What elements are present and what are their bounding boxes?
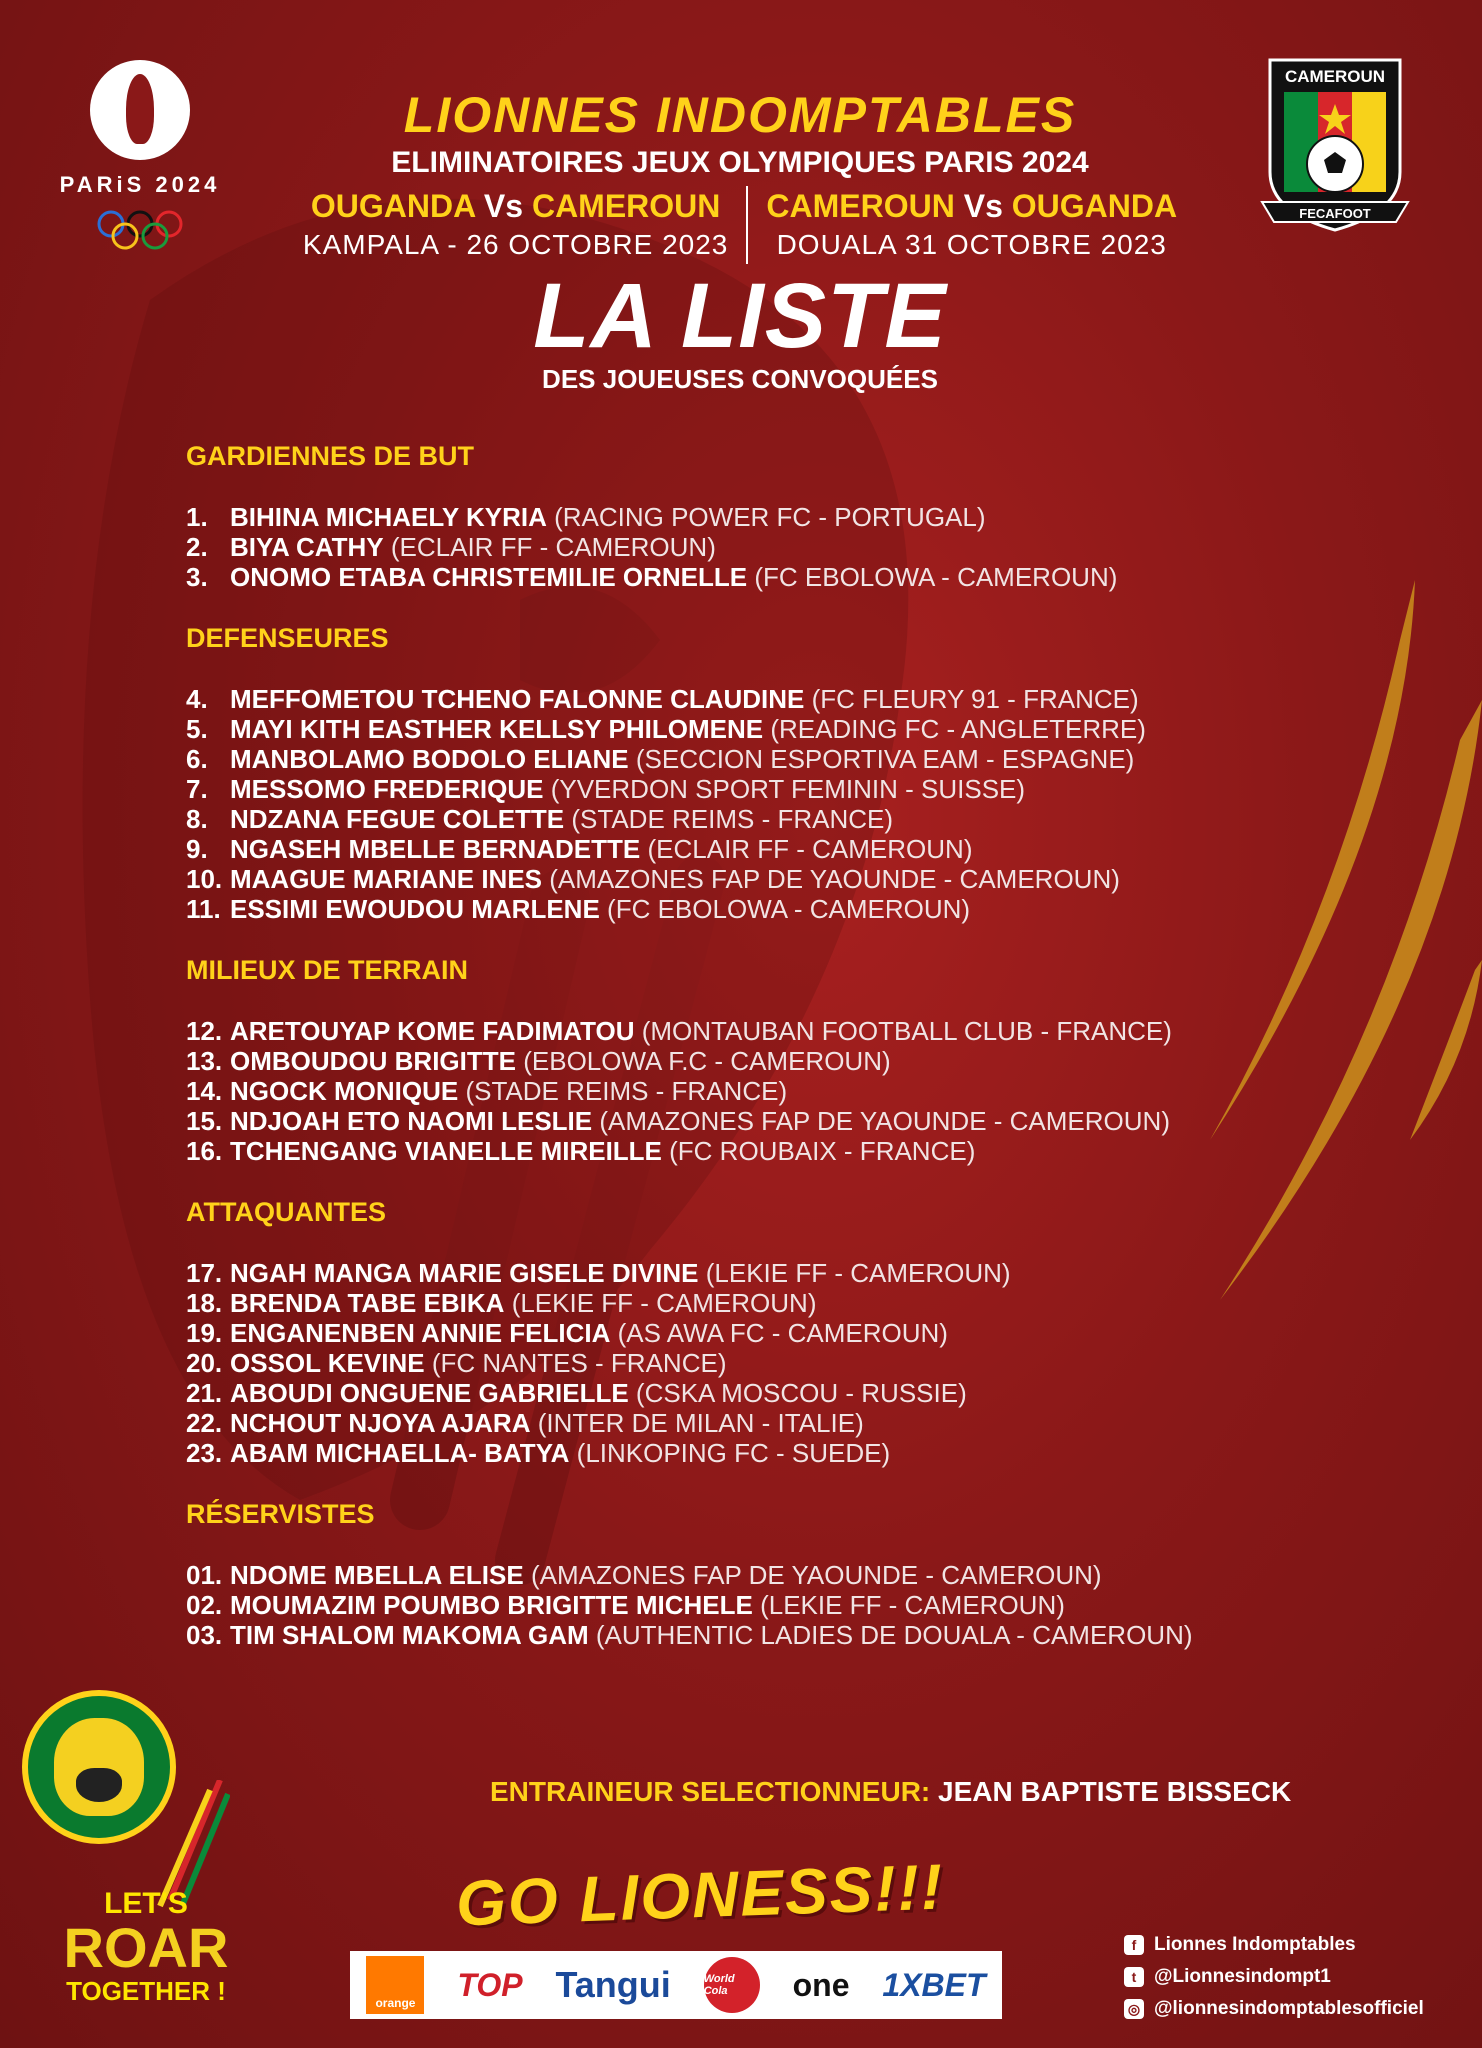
player-row [186, 1348, 1296, 1378]
social-link[interactable] [1124, 1994, 1424, 2024]
section-title: ATTAQUANTES [186, 1197, 386, 1227]
olympic-rings-icon [95, 208, 185, 252]
player-row [186, 1318, 1296, 1348]
section-title: MILIEUX DE TERRAIN [186, 955, 469, 985]
player-number: 1. [186, 502, 208, 532]
social-link[interactable] [1124, 1930, 1424, 1960]
player-number: 6. [186, 744, 208, 774]
player-list [186, 438, 1296, 1678]
player-name: BIYA CATHY [230, 532, 384, 562]
player-name: ABAM MICHAELLA- BATYA [230, 1438, 570, 1468]
coach-name: JEAN BAPTISTE BISSECK [930, 1776, 1292, 1807]
player-name: NGOCK MONIQUE [230, 1076, 459, 1106]
player-row [186, 1136, 1296, 1166]
player-name: MAAGUE MARIANE INES [230, 864, 543, 894]
section-1 [186, 620, 1296, 924]
player-name: NCHOUT NJOYA AJARA [230, 1408, 531, 1438]
social-handle: Lionnes Indomptables [1154, 1934, 1356, 1955]
1xbet-logo: 1XBET [882, 1966, 986, 2003]
player-name: OSSOL KEVINE [230, 1348, 425, 1378]
player-row [186, 804, 1296, 834]
go-lioness-slogan: GO LIONESS!!! [454, 1850, 946, 1940]
player-name: OMBOUDOU BRIGITTE [230, 1046, 516, 1076]
player-number: 7. [186, 774, 208, 804]
player-name: ARETOUYAP KOME FADIMATOU [230, 1016, 635, 1046]
player-name: ENGANENBEN ANNIE FELICIA [230, 1318, 611, 1348]
player-club: (FC EBOLOWA - CAMEROUN) [754, 562, 1118, 592]
player-number: 12. [186, 1016, 223, 1046]
player-number: 3. [186, 562, 208, 592]
instagram-icon: ◎ [1124, 1999, 1144, 2019]
player-row [186, 1620, 1296, 1650]
player-row [186, 1106, 1296, 1136]
section-title: DEFENSEURES [186, 623, 389, 653]
player-club: (ECLAIR FF - CAMEROUN) [647, 834, 973, 864]
player-club: (EBOLOWA F.C - CAMEROUN) [523, 1046, 891, 1076]
list-title: LA LISTE [533, 265, 947, 367]
player-number: 15. [186, 1106, 223, 1136]
player-club: (STADE REIMS - FRANCE) [571, 804, 894, 834]
player-club: (AMAZONES FAP DE YAOUNDE - CAMEROUN) [599, 1106, 1170, 1136]
paris-flame-icon [90, 60, 190, 160]
player-number: 4. [186, 684, 208, 714]
player-row [186, 1560, 1296, 1590]
lets-roar-together: LET'S ROAR TOGETHER ! [63, 1887, 229, 2006]
player-club: (LEKIE FF - CAMEROUN) [705, 1258, 1011, 1288]
player-club: (FC NANTES - FRANCE) [431, 1348, 727, 1378]
player-row [186, 684, 1296, 714]
svg-text:CAMEROUN: CAMEROUN [1284, 67, 1386, 86]
player-name: NDOME MBELLA ELISE [230, 1560, 524, 1590]
fixture-first-leg [285, 186, 746, 264]
coach-label: ENTRAINEUR SELECTIONNEUR: [490, 1776, 931, 1807]
paris-2024-logo [55, 60, 225, 250]
player-club: (LEKIE FF - CAMEROUN) [760, 1590, 1065, 1620]
player-row [186, 1378, 1296, 1408]
one-all-sports-logo: one [792, 1966, 850, 2003]
orange-logo: orange [366, 1956, 424, 2014]
section-4 [186, 1496, 1296, 1650]
player-number: 20. [186, 1348, 223, 1378]
sponsors-bar [350, 1951, 1002, 2019]
world-cola-logo: World Cola [704, 1957, 760, 2013]
social-handle: @lionnesindomptablesofficiel [1154, 1998, 1424, 2019]
player-number: 02. [186, 1590, 223, 1620]
social-links [1124, 1930, 1424, 2026]
section-0 [186, 438, 1296, 592]
player-club: (AS AWA FC - CAMEROUN) [617, 1318, 948, 1348]
list-subtitle: DES JOUEUSES CONVOQUÉES [542, 364, 938, 394]
player-row [186, 864, 1296, 894]
player-name: MESSOMO FREDERIQUE [230, 774, 544, 804]
paris-2024-label: PARiS 2024 [59, 172, 221, 197]
section-2 [186, 952, 1296, 1166]
player-club: (LINKOPING FC - SUEDE) [576, 1438, 891, 1468]
player-name: NGAH MANGA MARIE GISELE DIVINE [230, 1258, 699, 1288]
player-club: (FC EBOLOWA - CAMEROUN) [607, 894, 971, 924]
player-row [186, 894, 1296, 924]
header [240, 88, 1240, 394]
player-name: BIHINA MICHAELY KYRIA [230, 502, 547, 532]
player-row [186, 1408, 1296, 1438]
player-club: (STADE REIMS - FRANCE) [465, 1076, 788, 1106]
team-title: LIONNES INDOMPTABLES [403, 87, 1077, 143]
player-club: (RACING POWER FC - PORTUGAL) [554, 502, 986, 532]
facebook-icon: f [1124, 1935, 1144, 1955]
player-row [186, 1046, 1296, 1076]
player-club: (MONTAUBAN FOOTBALL CLUB - FRANCE) [641, 1016, 1172, 1046]
fecafoot-crest-icon [1256, 52, 1414, 242]
player-club: (AMAZONES FAP DE YAOUNDE - CAMEROUN) [530, 1560, 1102, 1590]
player-number: 11. [186, 894, 221, 924]
player-row [186, 1258, 1296, 1288]
fixture-second-leg [746, 186, 1195, 264]
player-row [186, 1076, 1296, 1106]
player-name: NDJOAH ETO NAOMI LESLIE [230, 1106, 593, 1136]
player-name: TIM SHALOM MAKOMA GAM [230, 1620, 589, 1650]
player-number: 9. [186, 834, 208, 864]
player-number: 23. [186, 1438, 223, 1468]
social-link[interactable] [1124, 1962, 1424, 1992]
player-club: (INTER DE MILAN - ITALIE) [537, 1408, 864, 1438]
coach-line [490, 1776, 1291, 1808]
player-club: (SECCION ESPORTIVA EAM - ESPAGNE) [635, 744, 1135, 774]
player-name: TCHENGANG VIANELLE MIREILLE [230, 1136, 662, 1166]
player-number: 8. [186, 804, 208, 834]
competition-title: ELIMINATOIRES JEUX OLYMPIQUES PARIS 2024 [391, 146, 1089, 179]
player-number: 03. [186, 1620, 223, 1650]
player-number: 18. [186, 1288, 223, 1318]
player-row [186, 744, 1296, 774]
section-title: GARDIENNES DE BUT [186, 441, 475, 471]
player-number: 01. [186, 1560, 223, 1590]
player-name: MEFFOMETOU TCHENO FALONNE CLAUDINE [230, 684, 805, 714]
player-row [186, 532, 1296, 562]
player-club: (AMAZONES FAP DE YAOUNDE - CAMEROUN) [549, 864, 1120, 894]
top-logo: TOP [457, 1966, 523, 2003]
player-row [186, 1590, 1296, 1620]
player-number: 21. [186, 1378, 223, 1408]
player-row [186, 502, 1296, 532]
player-name: MAYI KITH EASTHER KELLSY PHILOMENE [230, 714, 764, 744]
player-number: 14. [186, 1076, 223, 1106]
fixture-place-date: KAMPALA - 26 OCTOBRE 2023 [302, 229, 729, 260]
player-name: MANBOLAMO BODOLO ELIANE [230, 744, 629, 774]
fixture-place-date: DOUALA 31 OCTOBRE 2023 [776, 229, 1167, 260]
player-name: BRENDA TABE EBIKA [230, 1288, 505, 1318]
player-club: (AUTHENTIC LADIES DE DOUALA - CAMEROUN) [595, 1620, 1193, 1650]
player-name: ABOUDI ONGUENE GABRIELLE [230, 1378, 629, 1408]
player-club: (FC ROUBAIX - FRANCE) [669, 1136, 976, 1166]
svg-text:FECAFOOT: FECAFOOT [1299, 206, 1371, 221]
player-number: 22. [186, 1408, 223, 1438]
player-club: (ECLAIR FF - CAMEROUN) [390, 532, 716, 562]
player-row [186, 1016, 1296, 1046]
player-number: 19. [186, 1318, 223, 1348]
player-club: (CSKA MOSCOU - RUSSIE) [635, 1378, 967, 1408]
player-name: MOUMAZIM POUMBO BRIGITTE MICHELE [230, 1590, 753, 1620]
social-handle: @Lionnesindompt1 [1154, 1966, 1331, 1987]
player-number: 16. [186, 1136, 223, 1166]
player-number: 17. [186, 1258, 223, 1288]
fixtures [240, 186, 1240, 264]
player-row [186, 1438, 1296, 1468]
player-number: 2. [186, 532, 208, 562]
player-name: NDZANA FEGUE COLETTE [230, 804, 565, 834]
player-club: (LEKIE FF - CAMEROUN) [511, 1288, 817, 1318]
player-row [186, 774, 1296, 804]
player-number: 10. [186, 864, 223, 894]
fixture-teams: CAMEROUN Vs OUGANDA [766, 188, 1178, 224]
player-number: 13. [186, 1046, 223, 1076]
player-row [186, 1288, 1296, 1318]
player-club: (FC FLEURY 91 - FRANCE) [811, 684, 1139, 714]
player-name: ONOMO ETABA CHRISTEMILIE ORNELLE [230, 562, 748, 592]
section-3 [186, 1194, 1296, 1468]
player-name: ESSIMI EWOUDOU MARLENE [230, 894, 600, 924]
tangui-logo: Tangui [555, 1964, 671, 2005]
twitter-icon: t [1124, 1967, 1144, 1987]
player-number: 5. [186, 714, 208, 744]
player-row [186, 834, 1296, 864]
fixture-teams: OUGANDA Vs CAMEROUN [310, 188, 721, 224]
player-row [186, 714, 1296, 744]
section-title: RÉSERVISTES [186, 1499, 375, 1529]
player-name: NGASEH MBELLE BERNADETTE [230, 834, 641, 864]
player-club: (YVERDON SPORT FEMININ - SUISSE) [550, 774, 1026, 804]
player-club: (READING FC - ANGLETERRE) [770, 714, 1146, 744]
player-row [186, 562, 1296, 592]
